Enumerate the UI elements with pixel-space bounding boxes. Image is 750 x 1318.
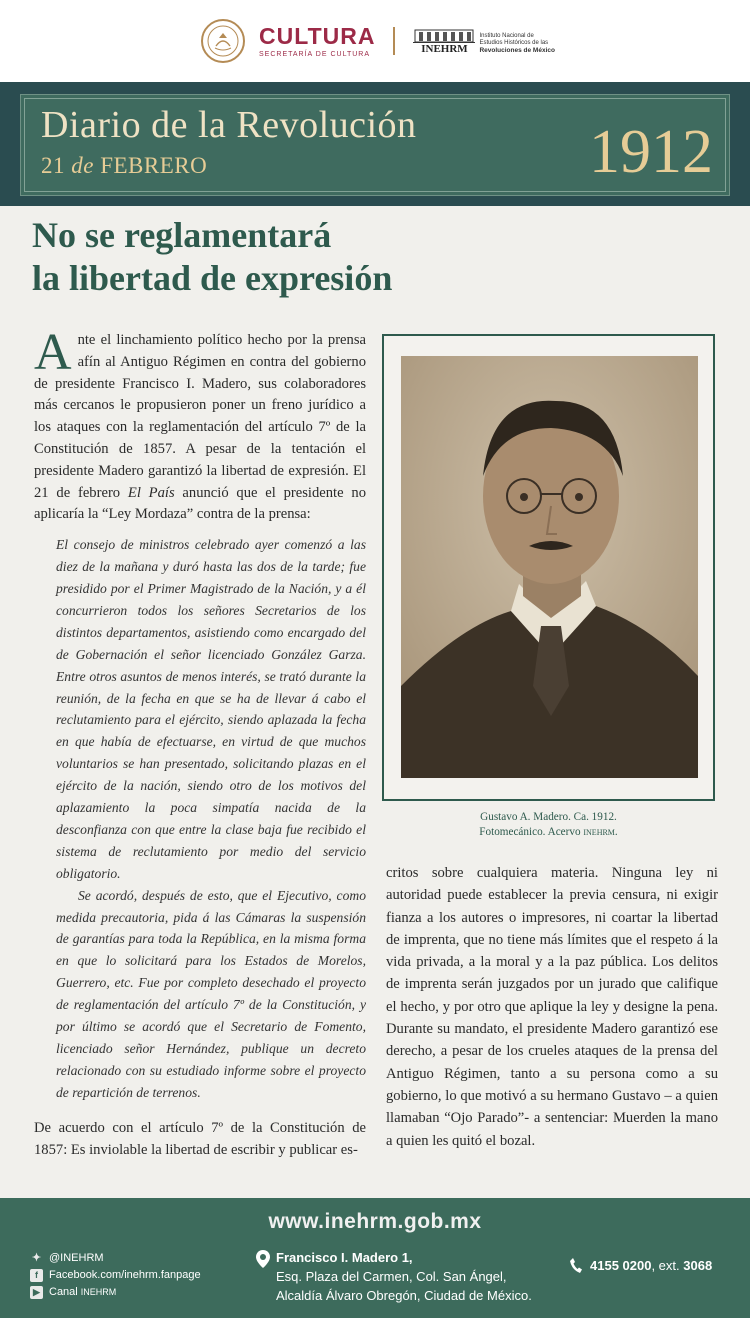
logo-divider xyxy=(393,27,395,55)
inehrm-building-icon xyxy=(413,28,475,54)
facebook-url: Facebook.com/inehrm.fanpage xyxy=(49,1269,201,1281)
phone-extension: 3068 xyxy=(683,1258,713,1273)
drop-cap: A xyxy=(34,324,72,381)
youtube-prefix: Canal xyxy=(49,1286,81,1298)
right-column: critos sobre cualquiera materia. Ninguna ley ni autoridad puede establecer la previa censura, ni exigir fianza a los autores o impresores, ni coartar la libertad de imprenta, que no tiene más límites que el respeto á la vida privada, a la moral y a la paz pública. Los delitos de imprenta serán juzgados por un jurado que califique el hecho, y por otro que aplique la ley y designe la pena. Durante su mandato, el presidente Madero garantizó ese derecho, a pesar de los crueles ataques de la prensa del Antiguo Régimen, tanto a su persona como a su gobierno, lo que motivó a su hermano Gustavo – a quien llamaban “Ojo Parado”- a sentenciar: Muerden la mano a quien les quitó el bozal. xyxy=(386,865,718,1149)
banner-day: 21 xyxy=(41,153,65,178)
photo-caption xyxy=(382,810,715,840)
inehrm-line-2: Estudios Históricos de las xyxy=(479,40,549,46)
inehrm-logo xyxy=(413,28,555,54)
facebook-icon: f xyxy=(30,1269,43,1282)
secretaria-label: SECRETARÍA DE CULTURA xyxy=(259,50,370,58)
quote-paragraph-1: El consejo de ministros celebrado ayer comenzó a las diez de la mañana y duró hasta las dos de la tarde; fue presidido por el Primer Magistrado de la Nación, y a él concurrieron todos los señores Secretarios de los distintos departamentos, asistiendo como encargado del de Gobernación el señor licenciado González Garza. Entre otros asuntos de menos interés, se trató durante la reunión, de la fecha en que se ha de llevar á cabo el reclutamiento para el ejército, siendo aplazada la fecha en que había de efectuarse, en virtud de que muchos voluntarios se han presentado, solicitando plazas en el ejército de la nación, siendo otro de los motivos del aplazamiento la poca simpatía nacida de la desconfianza con que entre la clase baja fue recibido el sistema de reclutamiento por medio del servicio obligatorio. xyxy=(56,537,366,881)
twitter-link[interactable] xyxy=(30,1250,201,1267)
mexico-seal-icon xyxy=(201,19,245,63)
photo-frame xyxy=(382,334,715,801)
youtube-icon: ▶ xyxy=(30,1286,43,1299)
diario-title: Diario de la Revolución xyxy=(41,104,417,146)
location-pin-icon xyxy=(256,1250,270,1268)
phone-icon xyxy=(570,1258,582,1273)
headline-line-1: No se reglamentará xyxy=(32,215,332,255)
youtube-channel xyxy=(49,1284,116,1301)
logos xyxy=(201,19,555,63)
banner-year: 1912 xyxy=(589,118,713,186)
phone-number: 4155 0200 xyxy=(590,1258,652,1273)
banner-date xyxy=(41,153,207,179)
caption-line-2a: Fotomecánico. Acervo xyxy=(479,826,584,838)
phone-text xyxy=(590,1258,712,1273)
youtube-name: INEHRM xyxy=(80,1287,117,1297)
twitter-icon: ✦ xyxy=(31,1252,42,1264)
intro-text-b: anunció que el presidente no aplicaría la “Ley Mordaza” contra de la prensa: xyxy=(34,484,366,523)
address-block xyxy=(256,1248,532,1305)
caption-line-2 xyxy=(382,825,715,840)
article-headline xyxy=(32,214,592,300)
inehrm-line-1: Instituto Nacional de xyxy=(479,33,534,39)
youtube-link[interactable] xyxy=(30,1284,201,1301)
address-line-1: Francisco I. Madero 1, xyxy=(276,1250,413,1265)
inehrm-line-3: Revoluciones de México xyxy=(479,47,555,54)
newspaper-name: El País xyxy=(127,484,175,501)
inehrm-fullname xyxy=(479,33,555,54)
caption-line-2b: inehrm. xyxy=(583,826,618,838)
portrait-photo xyxy=(401,356,698,778)
cultura-logo xyxy=(259,22,376,58)
facebook-link[interactable] xyxy=(30,1267,201,1284)
address-line-3: Alcaldía Álvaro Obregón, Ciudad de México. xyxy=(276,1288,532,1303)
block-quote xyxy=(56,534,366,1104)
social-links xyxy=(30,1250,201,1301)
banner-month: FEBRERO xyxy=(100,153,208,178)
after-quote-paragraph: De acuerdo con el artículo 7º de la Constitución de 1857: Es inviolable la libertad de escribir y publicar es- xyxy=(34,1119,366,1158)
intro-text-a: nte el linchamiento político hecho por la prensa afín al Antiguo Régimen en contra del gobierno de presidente Francisco I. Madero, sus colaboradores más cercanos le propusieron poner un freno jurídico a los ataques con la reglamentación del artículo 7º de la Constitución de 1857. A pesar de la tentación el presidente Madero garantizó la libertad de expresión. El 21 de febrero xyxy=(34,332,366,501)
address-line-2: Esq. Plaza del Carmen, Col. San Ángel, xyxy=(276,1269,507,1284)
banner-frame xyxy=(20,94,730,196)
left-column xyxy=(34,324,366,1161)
title-banner xyxy=(0,82,750,206)
inehrm-acronym: INEHRM xyxy=(413,42,475,55)
phone-block[interactable] xyxy=(570,1258,712,1273)
footer xyxy=(0,1198,750,1318)
address-text xyxy=(276,1248,532,1305)
cultura-wordmark: CULTURA xyxy=(259,22,376,49)
quote-paragraph-2: Se acordó, después de esto, que el Ejecutivo, como medida precautoria, pida á las Cámaras la suspensión de garantías para toda la República, en la misma forma en que lo solicitará para los Estados de Morelos, Guerrero, etc. Fue por completo desechado el proyecto de reglamentación del artículo 7º de la Constitución, y por último se acordó que el Secretario de Fomento, licenciado señor Hernández, publique un decreto relacionado con su estudiado informe sobre el proyecto de repartición de terrenos. xyxy=(56,887,366,1100)
intro-paragraph xyxy=(34,324,366,526)
headline-line-2: la libertad de expresión xyxy=(32,258,393,298)
phone-ext-label: , ext. xyxy=(651,1258,684,1273)
twitter-handle: @INEHRM xyxy=(49,1252,104,1264)
logo-bar xyxy=(0,0,750,82)
website-link[interactable]: www.inehrm.gob.mx xyxy=(268,1210,482,1233)
banner-de: de xyxy=(71,153,94,178)
caption-line-1: Gustavo A. Madero. Ca. 1912. xyxy=(480,811,617,823)
